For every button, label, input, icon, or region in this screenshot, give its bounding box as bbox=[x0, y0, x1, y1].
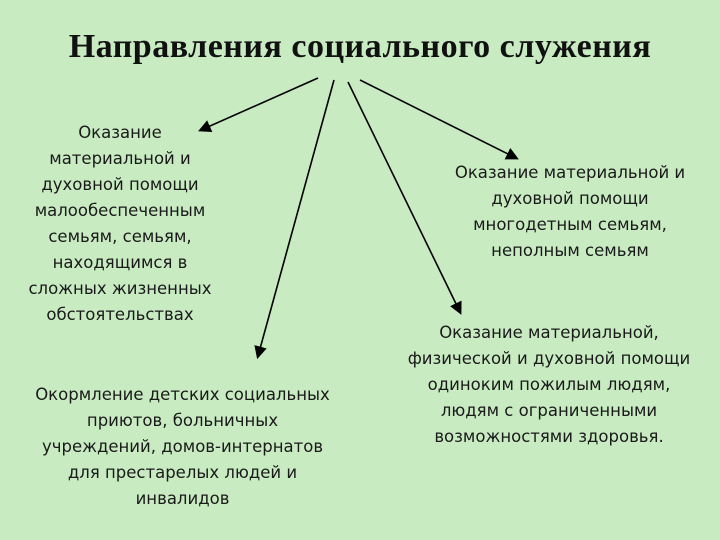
text-line: находящимся в bbox=[52, 253, 188, 272]
text-line: людям с ограниченными bbox=[440, 401, 658, 420]
arrow-to-orphanages bbox=[258, 80, 334, 356]
direction-elderly-disabled bbox=[378, 320, 720, 450]
text-line: инвалидов bbox=[135, 489, 230, 508]
text-line: Окормление детских социальных bbox=[35, 385, 330, 404]
text-line: малообеспеченным bbox=[34, 201, 206, 220]
text-line: одиноким пожилым людям, bbox=[427, 375, 671, 394]
text-line: возможностями здоровья. bbox=[434, 427, 664, 446]
text-line: семьям, семьям, bbox=[48, 227, 192, 246]
text-line: для престарелых людей и bbox=[67, 463, 298, 482]
text-line: физической и духовной помощи bbox=[407, 349, 691, 368]
direction-orphanages-hospitals bbox=[0, 382, 365, 512]
text-line: сложных жизненных bbox=[28, 279, 212, 298]
text-line: духовной помощи bbox=[491, 189, 649, 208]
text-line: учреждений, домов-интернатов bbox=[41, 437, 324, 456]
direction-large-families bbox=[420, 160, 720, 264]
arrow-to-large-families bbox=[360, 80, 516, 158]
direction-low-income-families bbox=[0, 120, 240, 328]
text-line: приютов, больничных bbox=[86, 411, 279, 430]
text-line: Оказание bbox=[78, 123, 162, 142]
text-line: многодетным семьям, bbox=[473, 215, 667, 234]
page-title: Направления социального служения bbox=[68, 28, 652, 65]
text-line: Оказание материальной, bbox=[439, 323, 659, 342]
text-line: материальной и bbox=[49, 149, 191, 168]
text-line: Оказание материальной и bbox=[454, 163, 686, 182]
text-line: неполным семьям bbox=[491, 241, 649, 260]
text-line: духовной помощи bbox=[41, 175, 199, 194]
text-line: обстоятельствах bbox=[46, 305, 194, 324]
